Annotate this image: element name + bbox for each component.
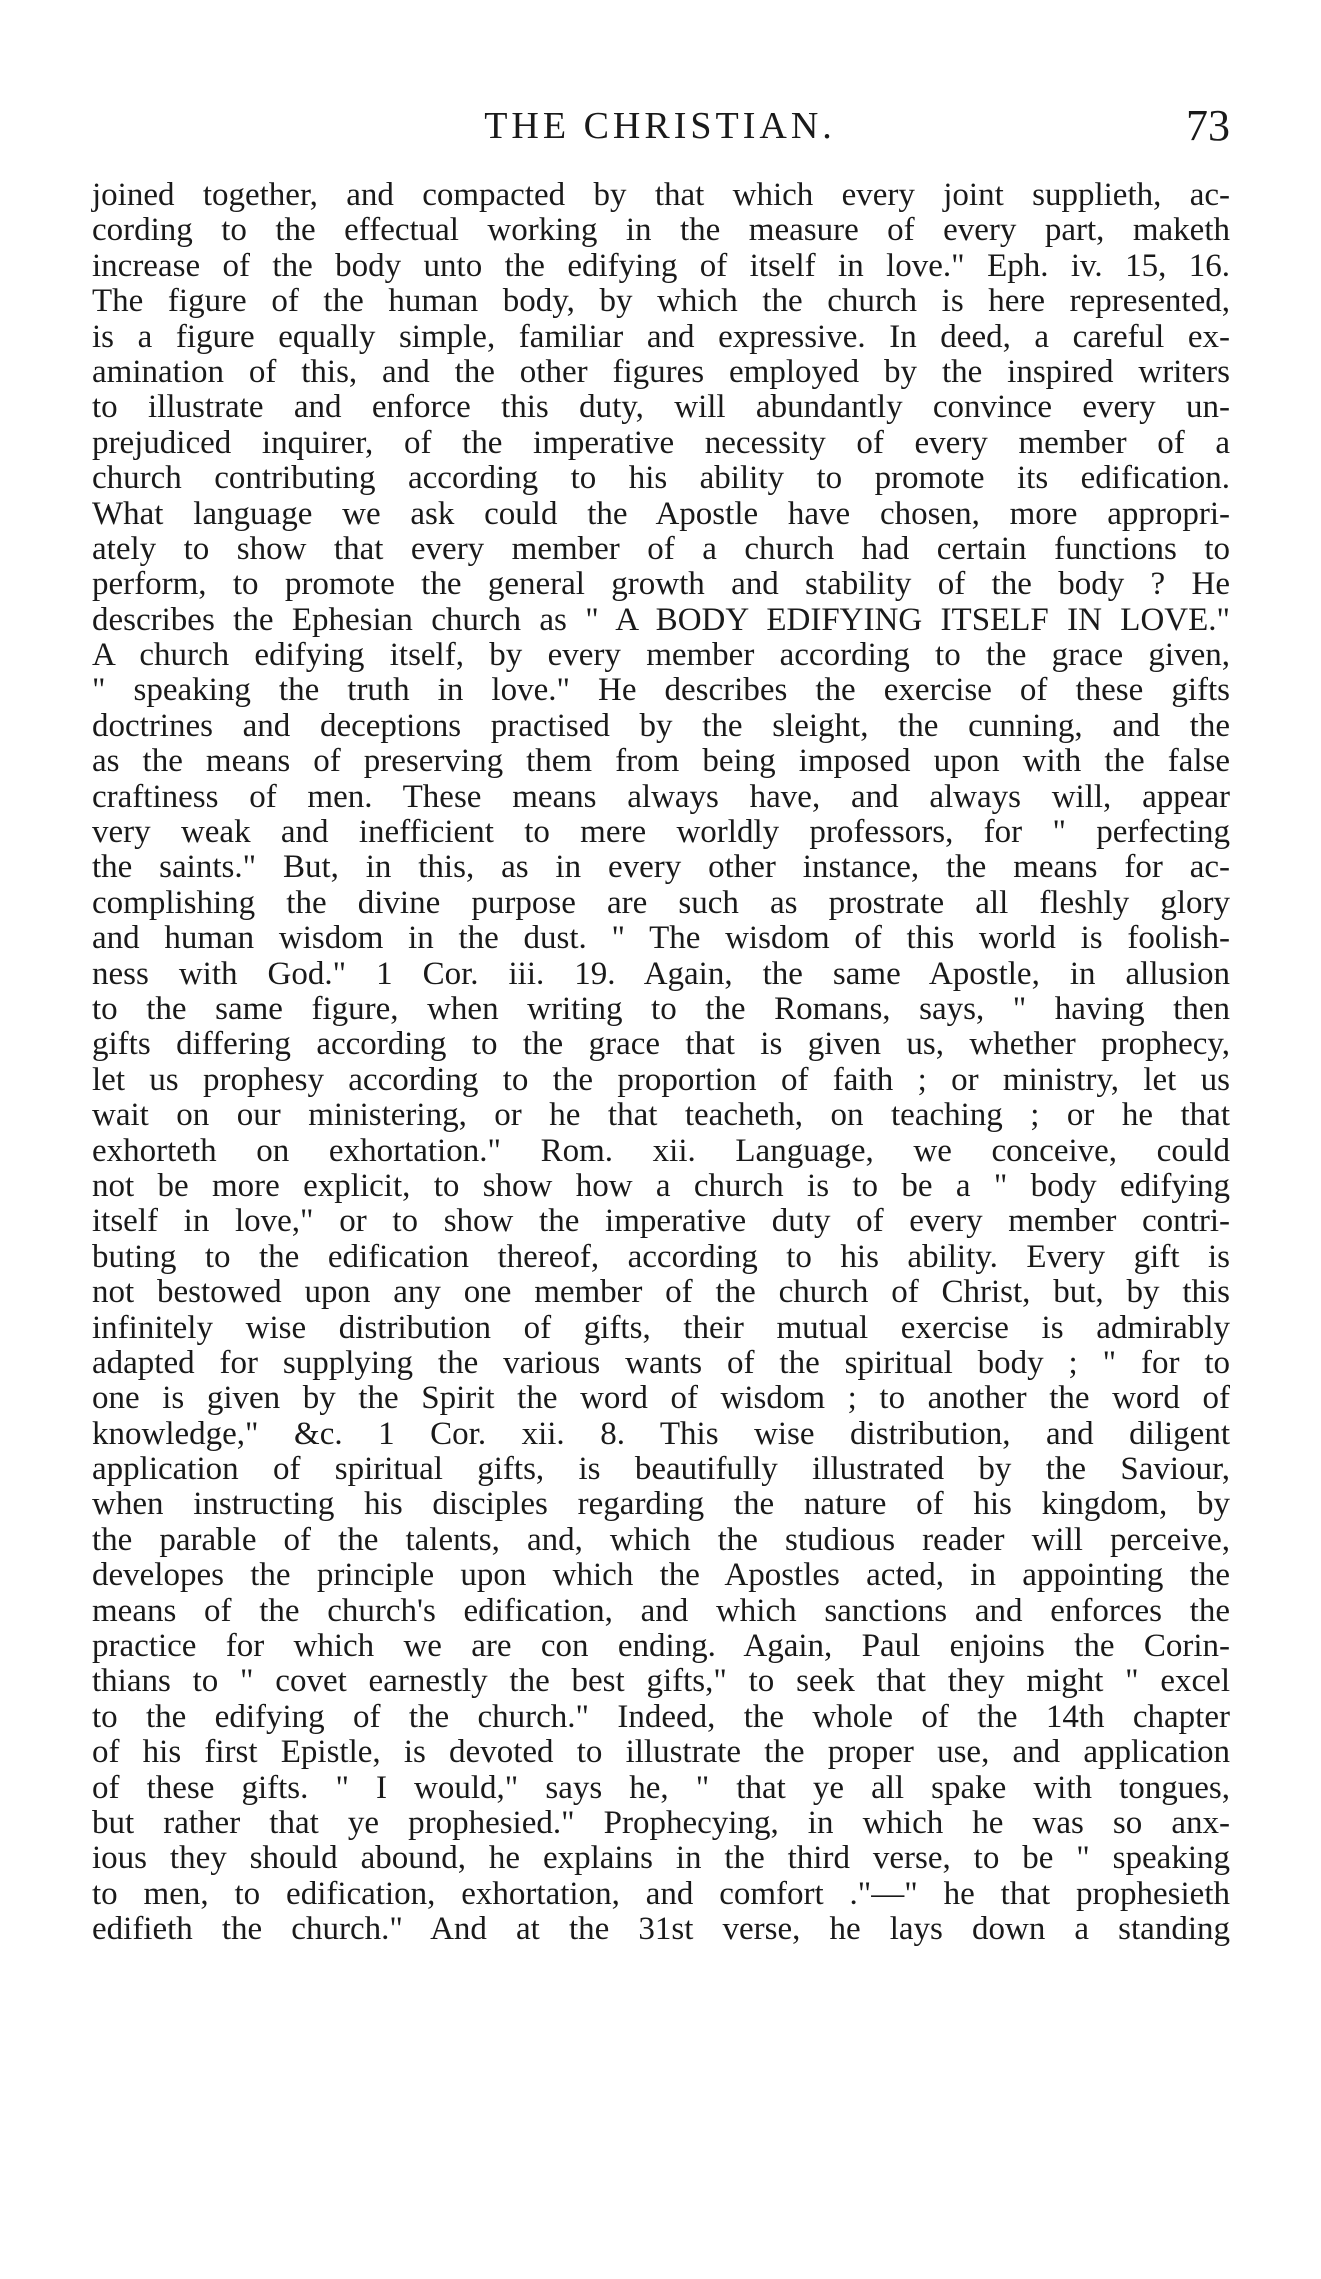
text-line: to illustrate and enforce this duty, will abundantly convince every un- <box>92 389 1230 426</box>
text-line: ately to show that every member of a church had certain functions to <box>92 530 1230 567</box>
text-line: gifts differing according to the grace that is given us, whether prophecy, <box>92 1026 1230 1063</box>
page-number: 73 <box>1186 101 1230 150</box>
text-line: application of spiritual gifts, is beautifully illustrated by the Saviour, <box>92 1451 1230 1488</box>
text-line: ious they should abound, he explains in the third verse, to be " speaking <box>92 1840 1230 1877</box>
text-line: amination of this, and the other figures employed by the inspired writers <box>92 353 1230 390</box>
text-line: thians to " covet earnestly the best gifts," to seek that they might " excel <box>92 1663 1230 1700</box>
text-line: of his first Epistle, is devoted to illustrate the proper use, and application <box>92 1734 1230 1771</box>
text-line: ness with God." 1 Cor. iii. 19. Again, the same Apostle, in allusion <box>92 955 1230 992</box>
text-line: adapted for supplying the various wants of the spiritual body ; " for to <box>92 1344 1230 1381</box>
text-line: doctrines and deceptions practised by the sleight, the cunning, and the <box>92 707 1230 744</box>
text-line: and human wisdom in the dust. " The wisdom of this world is foolish- <box>92 920 1230 957</box>
text-line: the saints." But, in this, as in every other instance, the means for ac- <box>92 849 1230 886</box>
text-line: one is given by the Spirit the word of wisdom ; to another the word of <box>92 1380 1230 1417</box>
text-line: buting to the edification thereof, according to his ability. Every gift is <box>92 1238 1230 1275</box>
text-line: to men, to edification, exhortation, and comfort ."—" he that prophesieth <box>92 1875 1230 1912</box>
text-line: edifieth the church." And at the 31st verse, he lays down a standing <box>92 1911 1230 1948</box>
text-line: is a figure equally simple, familiar and expressive. In deed, a careful ex- <box>92 318 1230 355</box>
text-line: very weak and inefficient to mere worldly professors, for " perfecting <box>92 814 1230 851</box>
text-line: A church edifying itself, by every member according to the grace given, <box>92 637 1230 674</box>
text-line: perform, to promote the general growth and stability of the body ? He <box>92 566 1230 603</box>
text-line: church contributing according to his ability to promote its edification. <box>92 460 1230 497</box>
text-line: as the means of preserving them from being imposed upon with the false <box>92 743 1230 780</box>
text-line: joined together, and compacted by that which every joint supplieth, ac- <box>92 177 1230 213</box>
text-line: practice for which we are con ending. Again, Paul enjoins the Corin- <box>92 1628 1230 1665</box>
text-line: increase of the body unto the edifying of itself in love." Eph. iv. 15, 16. <box>92 247 1230 284</box>
text-line: cording to the effectual working in the measure of every part, maketh <box>92 212 1230 249</box>
text-line: " speaking the truth in love." He describes the exercise of these gifts <box>92 672 1230 709</box>
text-line: the parable of the talents, and, which the studious reader will perceive, <box>92 1521 1230 1558</box>
text-line: complishing the divine purpose are such as prostrate all fleshly glory <box>92 884 1230 921</box>
text-line: craftiness of men. These means always have, and always will, appear <box>92 778 1230 815</box>
text-line: infinitely wise distribution of gifts, their mutual exercise is admirably <box>92 1309 1230 1346</box>
text-line: wait on our ministering, or he that teacheth, on teaching ; or he that <box>92 1097 1230 1134</box>
text-line: not bestowed upon any one member of the church of Christ, but, by this <box>92 1274 1230 1311</box>
text-line: when instructing his disciples regarding the nature of his kingdom, by <box>92 1486 1230 1523</box>
text-line: describes the Ephesian church as " A BODY EDIFYING ITSELF IN LOVE." <box>92 601 1230 638</box>
text-line: means of the church's edification, and which sanctions and enforces the <box>92 1592 1230 1629</box>
text-line: What language we ask could the Apostle have chosen, more appropri- <box>92 495 1230 532</box>
text-line: prejudiced inquirer, of the imperative necessity of every member of a <box>92 424 1230 461</box>
body-text <box>92 178 1230 1948</box>
running-head <box>90 100 1230 160</box>
text-line: knowledge," &c. 1 Cor. xii. 8. This wise distribution, and diligent <box>92 1415 1230 1452</box>
text-line: let us prophesy according to the proportion of faith ; or ministry, let us <box>92 1061 1230 1098</box>
text-line: not be more explicit, to show how a church is to be a " body edifying <box>92 1167 1230 1204</box>
text-line: exhorteth on exhortation." Rom. xii. Language, we conceive, could <box>92 1132 1230 1169</box>
text-line: The figure of the human body, by which the church is here represented, <box>92 283 1230 320</box>
text-line: but rather that ye prophesied." Prophecying, in which he was so anx- <box>92 1804 1230 1841</box>
text-line: to the edifying of the church." Indeed, the whole of the 14th chapter <box>92 1698 1230 1735</box>
running-title: THE CHRISTIAN. <box>484 105 836 147</box>
text-line: developes the principle upon which the Apostles acted, in appointing the <box>92 1557 1230 1594</box>
text-line: to the same figure, when writing to the Romans, says, " having then <box>92 990 1230 1027</box>
text-line: itself in love," or to show the imperative duty of every member contri- <box>92 1203 1230 1240</box>
text-line: of these gifts. " I would," says he, " that ye all spake with tongues, <box>92 1769 1230 1806</box>
